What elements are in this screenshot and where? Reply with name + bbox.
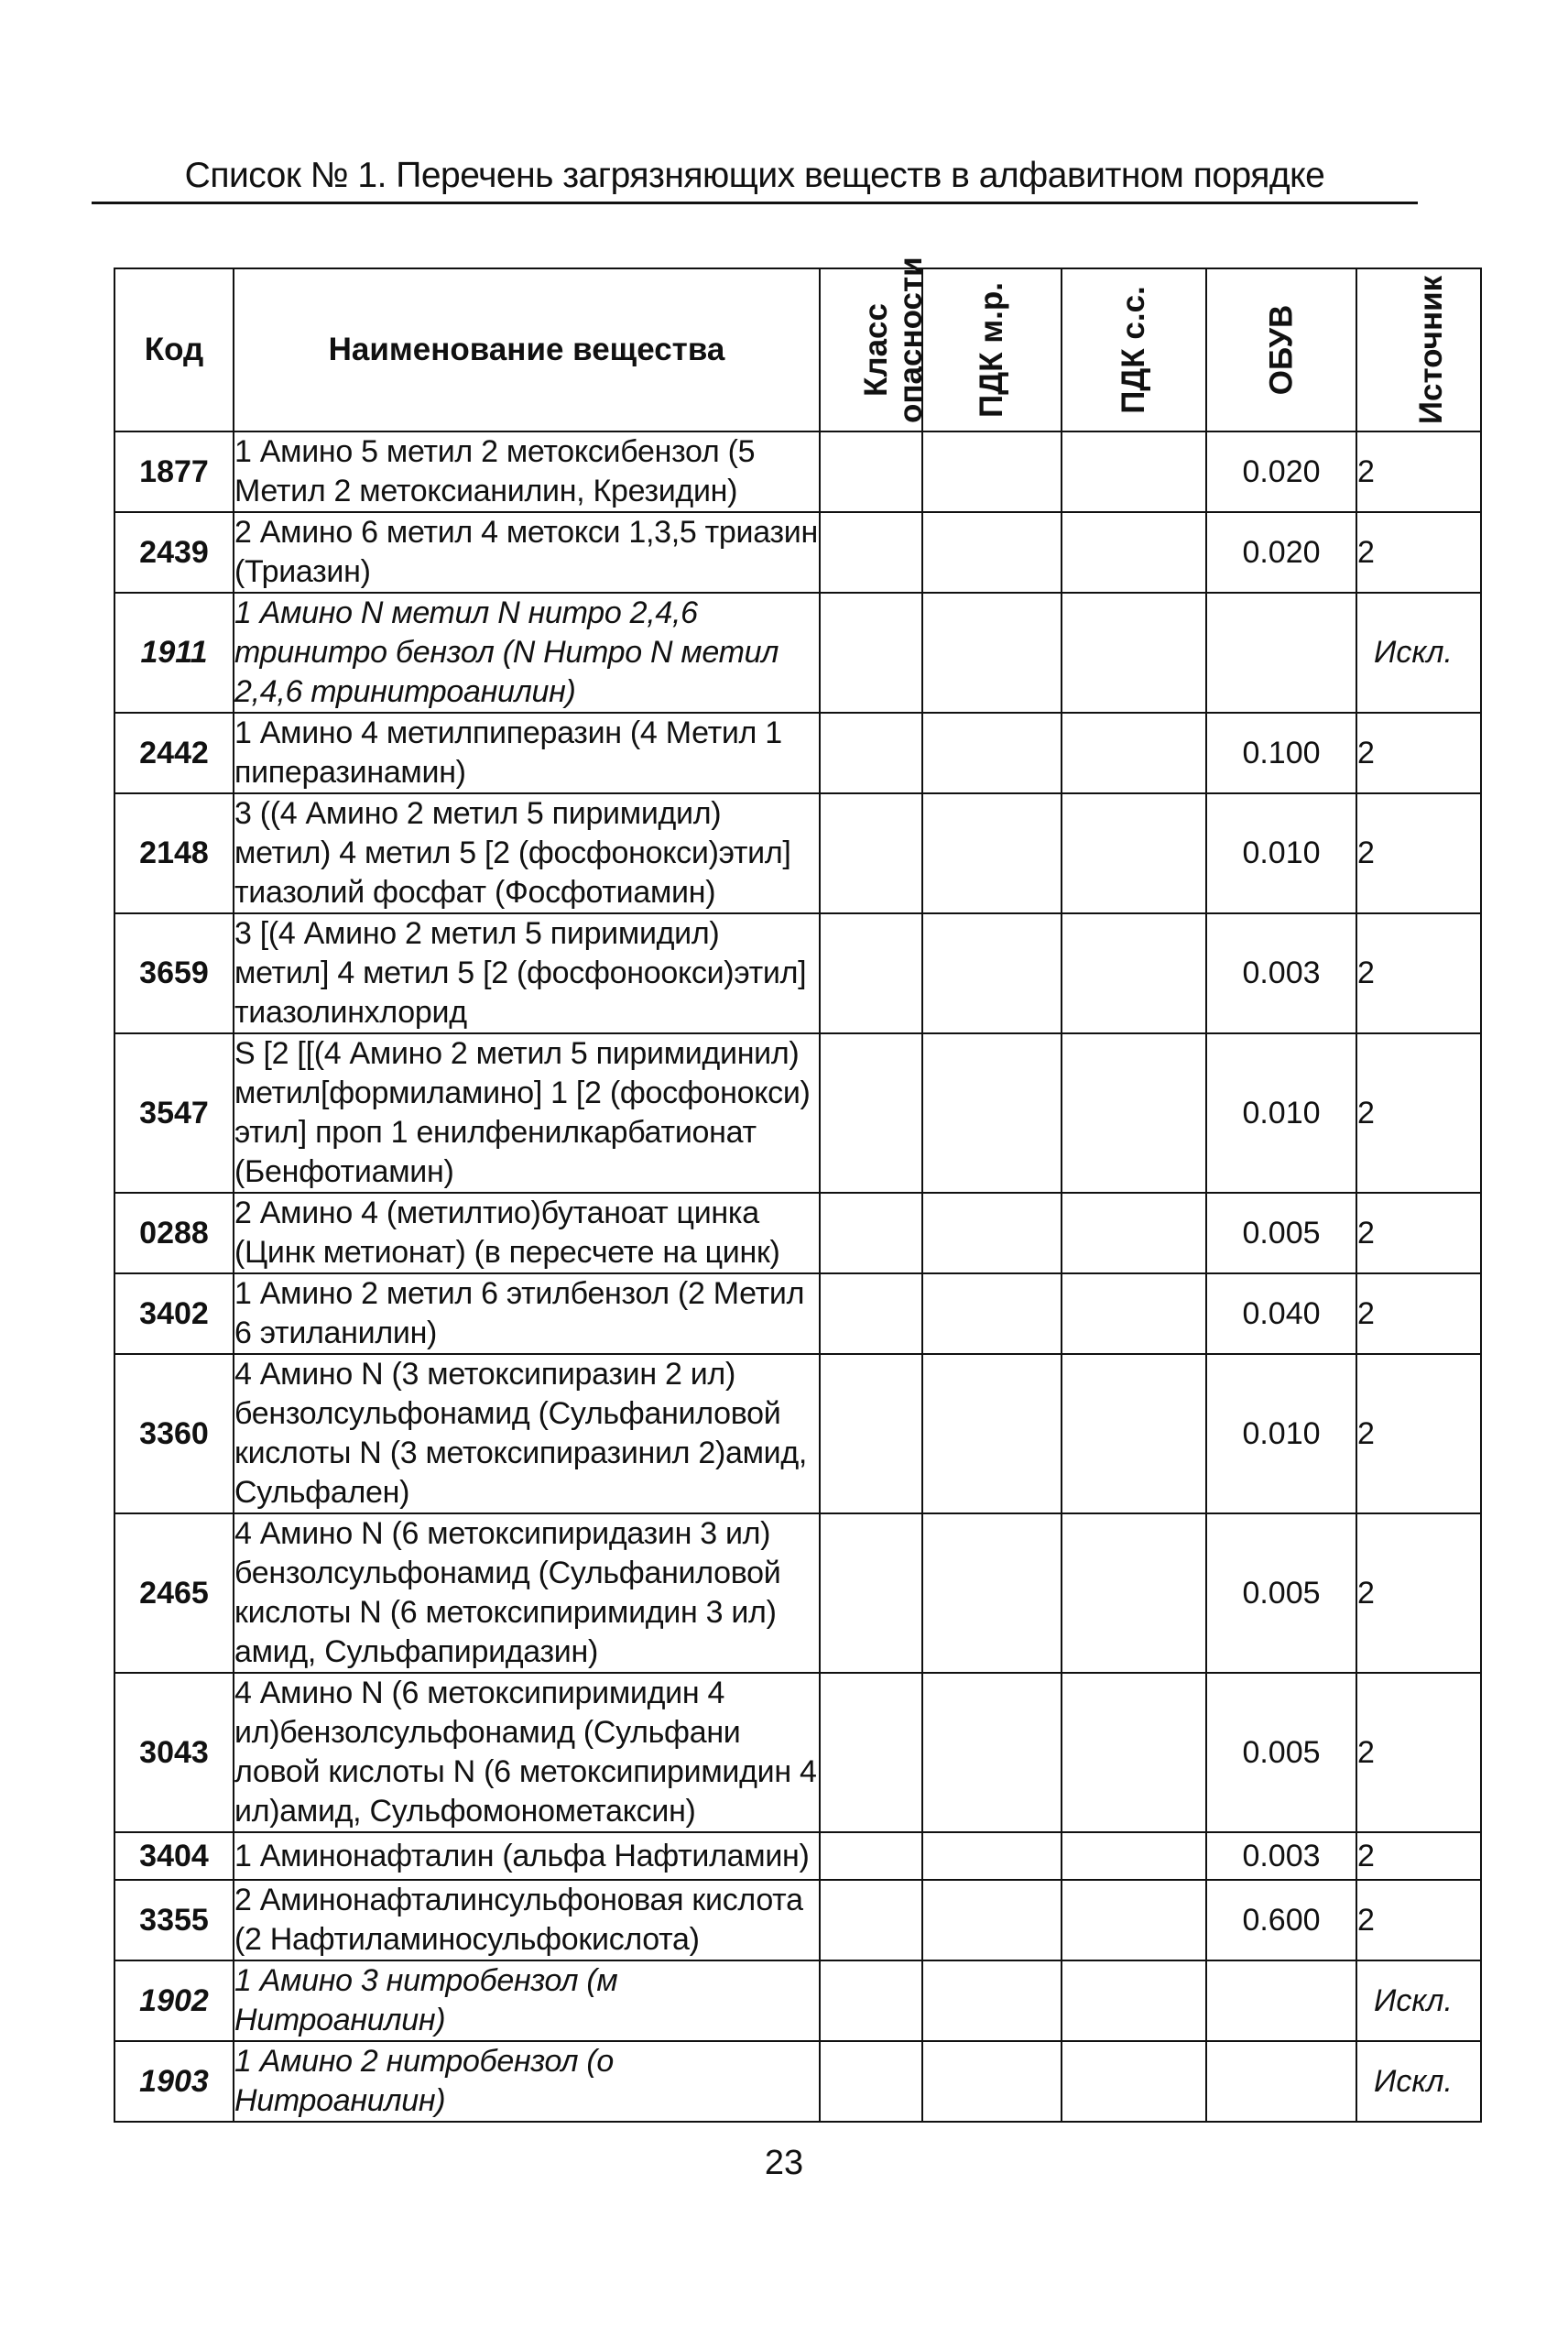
- cell-obuv: 0.005: [1206, 1193, 1356, 1273]
- cell-hazard-class: [820, 1354, 922, 1513]
- cell-obuv: 0.005: [1206, 1513, 1356, 1673]
- cell-pdk-mr: [922, 431, 1062, 512]
- header-source-label: Источник: [1413, 275, 1450, 425]
- cell-pdk-ss: [1062, 431, 1206, 512]
- cell-obuv: 0.003: [1206, 1832, 1356, 1880]
- cell-source: 2: [1356, 793, 1481, 913]
- cell-pdk-ss: [1062, 1354, 1206, 1513]
- cell-source: Искл.: [1356, 1960, 1481, 2041]
- cell-obuv: 0.020: [1206, 512, 1356, 593]
- cell-hazard-class: [820, 913, 922, 1033]
- substances-table: [114, 256, 1482, 2123]
- cell-code: 2442: [114, 713, 234, 793]
- table-row: [114, 1880, 1481, 1960]
- cell-name: 1 Амино 4 метилпиперазин (4 Метил 1 пиперазинамин): [234, 713, 820, 793]
- cell-obuv: 0.003: [1206, 913, 1356, 1033]
- cell-name: 4 Амино N (6 метоксипиримидин 4 ил)бензолсульфонамид (Сульфани ловой кислоты N (6 метоксипиримидин 4 ил)амид, Сульфомонометаксин): [234, 1673, 820, 1832]
- cell-hazard-class: [820, 793, 922, 913]
- cell-pdk-ss: [1062, 1832, 1206, 1880]
- cell-source: 2: [1356, 431, 1481, 512]
- cell-hazard-class: [820, 713, 922, 793]
- table-row: [114, 1832, 1481, 1880]
- cell-hazard-class: [820, 1880, 922, 1960]
- cell-pdk-mr: [922, 1273, 1062, 1354]
- cell-source: 2: [1356, 512, 1481, 593]
- header-hazard-class: [820, 256, 929, 431]
- table-row: [114, 593, 1481, 713]
- cell-name: 1 Амино N метил N нитро 2,4,6 тринитро бензол (N Нитро N метил 2,4,6 тринитроанилин): [234, 593, 820, 713]
- cell-pdk-mr: [922, 1673, 1062, 1832]
- cell-obuv: 0.100: [1206, 713, 1356, 793]
- cell-pdk-ss: [1062, 1033, 1206, 1193]
- cell-hazard-class: [820, 1673, 922, 1832]
- header-source: [1356, 268, 1481, 431]
- cell-pdk-mr: [922, 2041, 1062, 2122]
- cell-hazard-class: [820, 1513, 922, 1673]
- table-row: [114, 431, 1481, 512]
- cell-code: 3547: [114, 1033, 234, 1193]
- cell-obuv: [1206, 1960, 1356, 2041]
- cell-name: S [2 [[(4 Амино 2 метил 5 пиримидинил) метил[формиламино] 1 [2 (фосфонокси) этил] проп 1 енилфенилкарбатионат (Бенфотиамин): [234, 1033, 820, 1193]
- cell-name: 1 Амино 2 нитробензол (о Нитроанилин): [234, 2041, 820, 2122]
- cell-name: 2 Амино 4 (метилтио)бутаноат цинка (Цинк метионат) (в пересчете на цинк): [234, 1193, 820, 1273]
- cell-source: 2: [1356, 1832, 1481, 1880]
- cell-hazard-class: [820, 1193, 922, 1273]
- cell-source: 2: [1356, 1354, 1481, 1513]
- cell-hazard-class: [820, 1033, 922, 1193]
- cell-obuv: 0.600: [1206, 1880, 1356, 1960]
- cell-pdk-mr: [922, 1033, 1062, 1193]
- cell-pdk-ss: [1062, 1880, 1206, 1960]
- cell-name: 3 [(4 Амино 2 метил 5 пиримидил) метил] 4 метил 5 [2 (фосфоноокси)этил] тиазолинхлорид: [234, 913, 820, 1033]
- table-row: [114, 1033, 1481, 1193]
- cell-code: 3360: [114, 1354, 234, 1513]
- cell-code: 3043: [114, 1673, 234, 1832]
- cell-source: 2: [1356, 713, 1481, 793]
- cell-name: 2 Аминонафталинсульфоновая кислота (2 Нафтиламиносульфокислота): [234, 1880, 820, 1960]
- table-row: [114, 913, 1481, 1033]
- cell-hazard-class: [820, 2041, 922, 2122]
- cell-pdk-ss: [1062, 2041, 1206, 2122]
- table-row: [114, 1193, 1481, 1273]
- cell-source: 2: [1356, 913, 1481, 1033]
- cell-pdk-ss: [1062, 913, 1206, 1033]
- cell-code: 3402: [114, 1273, 234, 1354]
- cell-source: Искл.: [1356, 2041, 1481, 2122]
- cell-code: 1877: [114, 431, 234, 512]
- title-divider: [92, 202, 1418, 204]
- cell-name: 2 Амино 6 метил 4 метокси 1,3,5 триазин (Триазин): [234, 512, 820, 593]
- table-row: [114, 1273, 1481, 1354]
- cell-obuv: 0.010: [1206, 793, 1356, 913]
- cell-obuv: [1206, 2041, 1356, 2122]
- cell-obuv: 0.005: [1206, 1673, 1356, 1832]
- table-row: [114, 512, 1481, 593]
- cell-source: 2: [1356, 1193, 1481, 1273]
- cell-pdk-mr: [922, 1832, 1062, 1880]
- cell-name: 4 Амино N (3 метоксипиразин 2 ил) бензолсульфонамид (Сульфаниловой кислоты N (3 метоксипиразинил 2)амид, Сульфален): [234, 1354, 820, 1513]
- cell-pdk-ss: [1062, 1673, 1206, 1832]
- header-name: Наименование вещества: [234, 268, 820, 431]
- cell-name: 1 Амино 5 метил 2 метоксибензол (5 Метил 2 метоксианилин, Крезидин): [234, 431, 820, 512]
- cell-code: 3659: [114, 913, 234, 1033]
- cell-code: 3355: [114, 1880, 234, 1960]
- cell-name: 1 Аминонафталин (альфа Нафтиламин): [234, 1832, 820, 1880]
- cell-pdk-mr: [922, 1193, 1062, 1273]
- cell-pdk-ss: [1062, 1273, 1206, 1354]
- table-row: [114, 1513, 1481, 1673]
- cell-code: 3404: [114, 1832, 234, 1880]
- cell-pdk-mr: [922, 1880, 1062, 1960]
- cell-code: 2465: [114, 1513, 234, 1673]
- cell-code: 1903: [114, 2041, 234, 2122]
- header-pdk-ss: [1062, 268, 1206, 431]
- table-row: [114, 713, 1481, 793]
- cell-source: 2: [1356, 1033, 1481, 1193]
- cell-hazard-class: [820, 1960, 922, 2041]
- cell-name: 4 Амино N (6 метоксипиридазин 3 ил) бензолсульфонамид (Сульфаниловой кислоты N (6 метоксипиримидин 3 ил) амид, Сульфапиридазин): [234, 1513, 820, 1673]
- cell-pdk-mr: [922, 512, 1062, 593]
- cell-pdk-mr: [922, 1960, 1062, 2041]
- header-code: Код: [114, 268, 234, 431]
- cell-source: Искл.: [1356, 593, 1481, 713]
- table-row: [114, 1354, 1481, 1513]
- cell-source: 2: [1356, 1880, 1481, 1960]
- table-row: [114, 1960, 1481, 2041]
- cell-pdk-ss: [1062, 1193, 1206, 1273]
- table-row: [114, 2041, 1481, 2122]
- cell-hazard-class: [820, 593, 922, 713]
- header-hazard-class-label: Класс опасности: [858, 256, 929, 423]
- cell-hazard-class: [820, 1273, 922, 1354]
- header-pdk-mr: [922, 268, 1062, 431]
- cell-pdk-ss: [1062, 793, 1206, 913]
- table-header-row: [114, 268, 1481, 431]
- cell-obuv: 0.020: [1206, 431, 1356, 512]
- cell-pdk-ss: [1062, 593, 1206, 713]
- table-row: [114, 1673, 1481, 1832]
- cell-hazard-class: [820, 431, 922, 512]
- page-title: Список № 1. Перечень загрязняющих веществ в алфавитном порядке: [184, 156, 1325, 195]
- header-obuv-label: ОБУВ: [1263, 304, 1299, 396]
- cell-code: 2148: [114, 793, 234, 913]
- cell-source: 2: [1356, 1273, 1481, 1354]
- cell-pdk-mr: [922, 1354, 1062, 1513]
- page-number: 23: [764, 2144, 804, 2182]
- cell-hazard-class: [820, 1832, 922, 1880]
- cell-pdk-mr: [922, 593, 1062, 713]
- cell-pdk-mr: [922, 713, 1062, 793]
- cell-obuv: 0.010: [1206, 1033, 1356, 1193]
- cell-source: 2: [1356, 1673, 1481, 1832]
- cell-obuv: [1206, 593, 1356, 713]
- cell-code: 0288: [114, 1193, 234, 1273]
- cell-obuv: 0.010: [1206, 1354, 1356, 1513]
- cell-code: 2439: [114, 512, 234, 593]
- cell-hazard-class: [820, 512, 922, 593]
- cell-code: 1902: [114, 1960, 234, 2041]
- header-obuv: [1206, 268, 1356, 431]
- cell-name: 3 ((4 Амино 2 метил 5 пиримидил) метил) 4 метил 5 [2 (фосфонокси)этил] тиазолий фосфат (Фосфотиамин): [234, 793, 820, 913]
- cell-pdk-ss: [1062, 713, 1206, 793]
- header-pdk-ss-label: ПДК с.с.: [1116, 286, 1151, 414]
- cell-pdk-ss: [1062, 512, 1206, 593]
- cell-pdk-ss: [1062, 1960, 1206, 2041]
- table-row: [114, 793, 1481, 913]
- cell-pdk-mr: [922, 913, 1062, 1033]
- cell-obuv: 0.040: [1206, 1273, 1356, 1354]
- cell-name: 1 Амино 3 нитробензол (м Нитроанилин): [234, 1960, 820, 2041]
- header-pdk-mr-label: ПДК м.р.: [974, 282, 1009, 418]
- cell-code: 1911: [114, 593, 234, 713]
- cell-source: 2: [1356, 1513, 1481, 1673]
- cell-pdk-ss: [1062, 1513, 1206, 1673]
- cell-pdk-mr: [922, 1513, 1062, 1673]
- cell-name: 1 Амино 2 метил 6 этилбензол (2 Метил 6 этиланилин): [234, 1273, 820, 1354]
- cell-pdk-mr: [922, 793, 1062, 913]
